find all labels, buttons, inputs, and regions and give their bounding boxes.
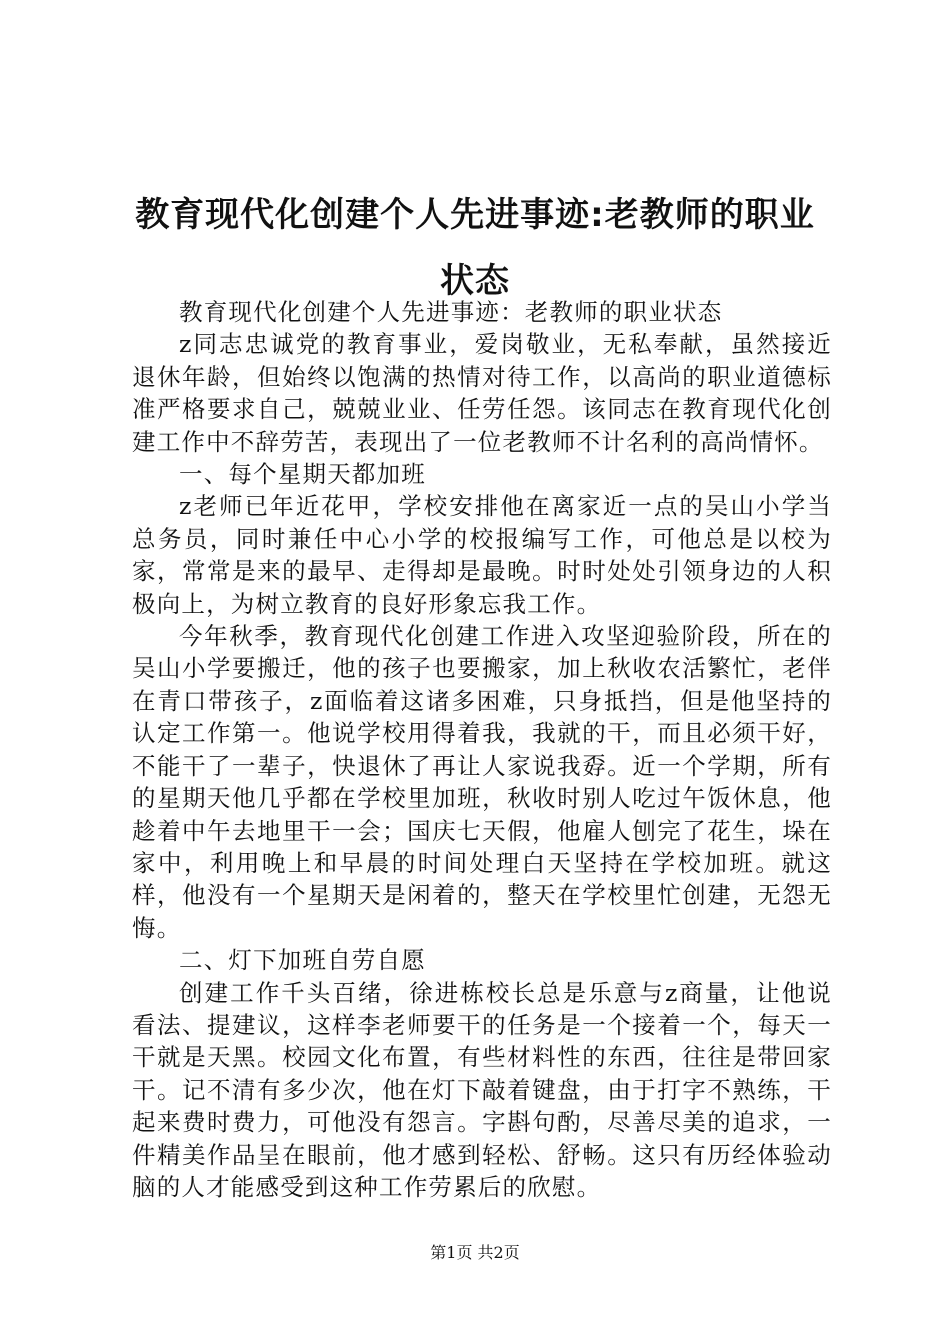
section-heading-2: 二、灯下加班自劳自愿 xyxy=(179,946,426,975)
paragraph-section1-a: z老师已年近花甲，学校安排他在离家近一点的吴山小学当总务员，同时兼任中心小学的校报编写工作，可他总是以校为家，常常是来的最早、走得却是最晚。时时处处引领身边的人积极向上，为树立教育的良好形象忘我工作。 xyxy=(132,492,832,618)
document-title: 教育现代化创建个人先进事迹:老教师的职业状态 xyxy=(135,195,815,301)
paragraph-section2-a: 创建工作千头百绪，徐进栋校长总是乐意与z商量，让他说看法、提建议，这样李老师要干的任务是一个接着一个，每天一干就是天黑。校园文化布置，有些材料性的东西，往往是带回家干。记不清有多少次，他在灯下敲着键盘，由于打字不熟练，干起来费时费力，可他没有怨言。字斟句酌，尽善尽美的追求，一件精美作品呈在眼前，他才感到轻松、舒畅。这只有历经体验动脑的人才能感受到这种工作劳累后的欣慰。 xyxy=(132,978,832,1201)
page-footer: 第1页 共2页 xyxy=(430,1243,520,1262)
section-heading-1: 一、每个星期天都加班 xyxy=(179,460,426,489)
paragraph-heading-repeat: 教育现代化创建个人先进事迹：老教师的职业状态 xyxy=(179,298,723,326)
document-body xyxy=(132,296,832,1203)
paragraph-intro: z同志忠诚党的教育事业，爱岗敬业，无私奉献，虽然接近退休年龄，但始终以饱满的热情对待工作，以高尚的职业道德标准严格要求自己，兢兢业业、任劳任怨。该同志在教育现代化创建工作中不辞劳苦，表现出了一位老教师不计名利的高尚情怀。 xyxy=(132,330,832,456)
paragraph-section1-b: 今年秋季，教育现代化创建工作进入攻坚迎验阶段，所在的吴山小学要搬迁，他的孩子也要搬家，加上秋收农活繁忙，老伴在青口带孩子，z面临着这诸多困难，只身抵挡，但是他坚持的认定工作第一。他说学校用得着我，我就的干，而且必须干好，不能干了一辈子，快退休了再让人家说我孬。近一个学期，所有的星期天他几乎都在学校里加班，秋收时别人吃过午饭休息，他趁着中午去地里干一会；国庆七天假，他雇人刨完了花生，垛在家中，利用晚上和早晨的时间处理白天坚持在学校加班。就这样，他没有一个星期天是闲着的，整天在学校里忙创建，无怨无悔。 xyxy=(132,622,832,942)
